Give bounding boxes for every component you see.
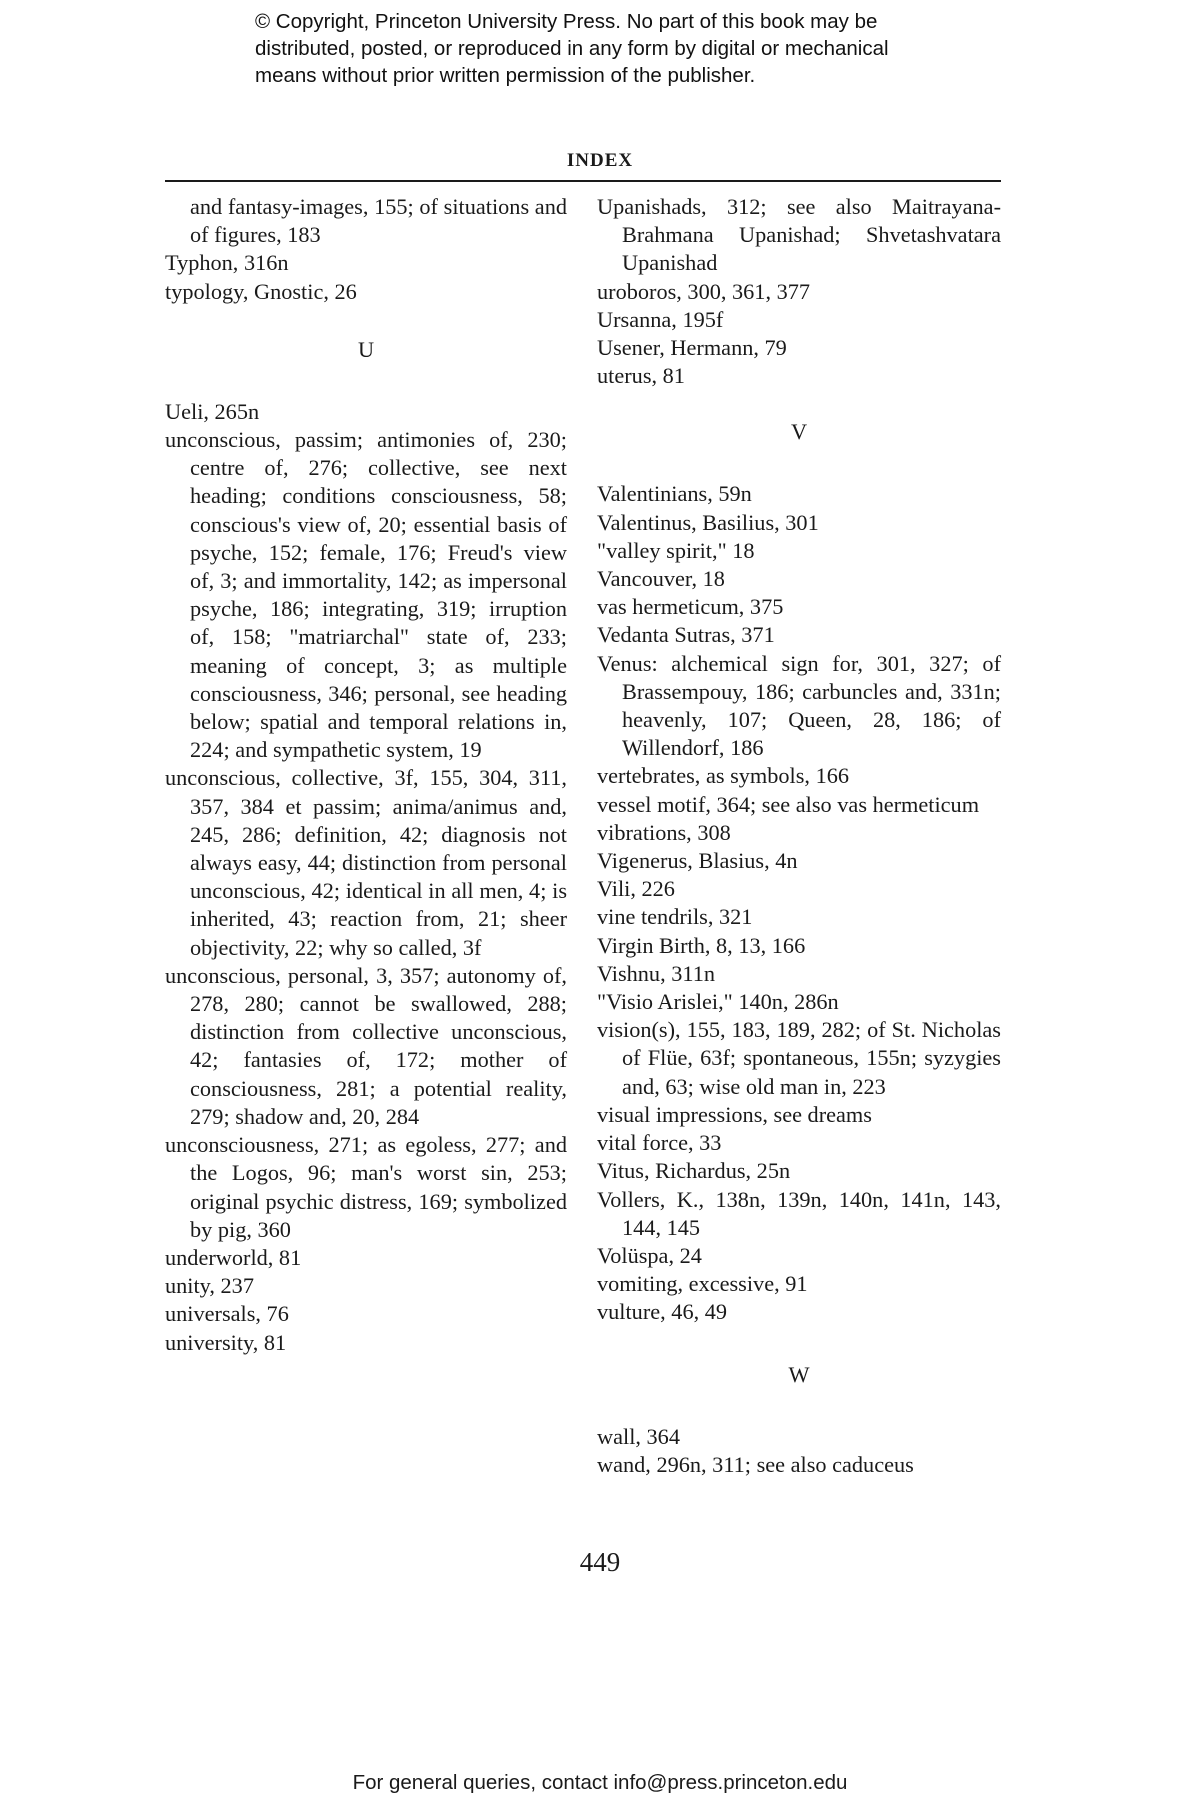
copyright-notice — [255, 8, 975, 89]
index-entry: Volüspa, 24 — [597, 1242, 702, 1268]
index-entry: Vili, 226 — [597, 876, 675, 902]
footer-contact: For general queries, contact info@press.princeton.edu — [352, 1771, 848, 1794]
index-entry: and fantasy-images, 155; of situations and of figures, 183 — [190, 194, 567, 248]
index-entry: Ueli, 265n — [165, 398, 260, 424]
index-entry: unity, 237 — [165, 1273, 254, 1299]
index-entry: uterus, 81 — [597, 363, 685, 389]
index-entry: unconscious, passim; antimonies of, 230; centre of, 276; collective, see next heading; conditions consciousness, 58; conscious's view of, 20; essential basis of psyche, 152; female, 176; Freud's view of, 3; and immortality, 142; as impersonal psyche, 186; integrating, 319; irruption of, 158; "matriarchal" state of, 233; meaning of concept, 3; as multiple consciousness, 346; personal, see heading below; spatial and temporal relations in, 224; and sympathetic system, 19 — [165, 427, 567, 763]
index-entry: Upanishads, 312; see also Maitrayana-Brahmana Upanishad; Shvetashvatara Upanishad — [597, 194, 1001, 276]
index-entry: vas hermeticum, 375 — [597, 594, 784, 620]
index-entry: Vitus, Richardus, 25n — [597, 1158, 791, 1184]
page-number: 449 — [579, 1547, 621, 1577]
index-entry: vomiting, excessive, 91 — [597, 1271, 808, 1297]
index-entry: Vigenerus, Blasius, 4n — [597, 848, 798, 874]
index-entry: Vollers, K., 138n, 139n, 140n, 141n, 143, 144, 145 — [597, 1186, 1001, 1240]
index-entry: vine tendrils, 321 — [597, 904, 753, 930]
section-letter-w: W — [788, 1361, 810, 1387]
index-entry: uroboros, 300, 361, 377 — [597, 278, 811, 304]
index-entry: unconscious, collective, 3f, 155, 304, 311, 357, 384 et passim; anima/animus and, 245, 286; definition, 42; diagnosis not always easy, 44; distinction from personal unconscious, 42; identical in all men, 4; is inherited, 43; reaction from, 21; sheer objectivity, 22; why so called, 3f — [165, 765, 567, 960]
index-entry: Vishnu, 311n — [597, 960, 715, 986]
index-entry: Venus: alchemical sign for, 301, 327; of Brassempouy, 186; carbuncles and, 331n; heavenly, 107; Queen, 28, 186; of Willendorf, 186 — [597, 650, 1001, 761]
index-entry: unconscious, personal, 3, 357; autonomy of, 278, 280; cannot be swallowed, 288; distinction from collective unconscious, 42; fantasies of, 172; mother of consciousness, 281; a potential reality, 279; shadow and, 20, 284 — [165, 962, 567, 1129]
index-entry: "Visio Arislei," 140n, 286n — [597, 989, 839, 1015]
index-entry: underworld, 81 — [165, 1244, 302, 1270]
index-entry: typology, Gnostic, 26 — [165, 278, 357, 304]
index-entry: vessel motif, 364; see also vas hermeticum — [597, 791, 980, 817]
index-column-right — [597, 193, 1001, 1479]
index-entry: Valentinus, Basilius, 301 — [597, 509, 819, 535]
copyright-line: distributed, posted, or reproduced in any form by digital or mechanical — [255, 37, 889, 60]
copyright-line: © Copyright, Princeton University Press. No part of this book may be — [255, 10, 878, 33]
index-entry: universals, 76 — [165, 1301, 289, 1327]
index-entry: "valley spirit," 18 — [597, 537, 755, 563]
running-head: INDEX — [566, 150, 634, 171]
copyright-line: means without prior written permission of the publisher. — [255, 64, 756, 87]
index-entry: university, 81 — [165, 1329, 287, 1355]
index-entry: Vancouver, 18 — [597, 566, 725, 592]
index-entry: Valentinians, 59n — [597, 481, 752, 507]
section-letter-u: U — [357, 336, 375, 362]
index-entry: vulture, 46, 49 — [597, 1299, 728, 1325]
index-entry: Typhon, 316n — [165, 250, 289, 276]
index-entry: wall, 364 — [597, 1423, 680, 1449]
index-entry: vertebrates, as symbols, 166 — [597, 763, 850, 789]
index-entry: wand, 296n, 311; see also caduceus — [597, 1451, 914, 1477]
header-rule — [165, 180, 1001, 182]
index-entry: Ursanna, 195f — [597, 306, 724, 332]
index-column-left — [165, 193, 567, 1357]
index-entry: Usener, Hermann, 79 — [597, 335, 787, 361]
index-entry: visual impressions, see dreams — [597, 1101, 872, 1127]
index-entry: Virgin Birth, 8, 13, 166 — [597, 932, 806, 958]
index-entry: vibrations, 308 — [597, 819, 731, 845]
index-entry: vital force, 33 — [597, 1130, 722, 1156]
index-entry: unconsciousness, 271; as egoless, 277; and the Logos, 96; man's worst sin, 253; original psychic distress, 169; symbolized by pig, 360 — [165, 1132, 567, 1242]
section-letter-v: V — [790, 419, 808, 445]
index-entry: vision(s), 155, 183, 189, 282; of St. Nicholas of Flüe, 63f; spontaneous, 155n; syzygies and, 63; wise old man in, 223 — [597, 1017, 1001, 1099]
index-entry: Vedanta Sutras, 371 — [597, 622, 775, 648]
